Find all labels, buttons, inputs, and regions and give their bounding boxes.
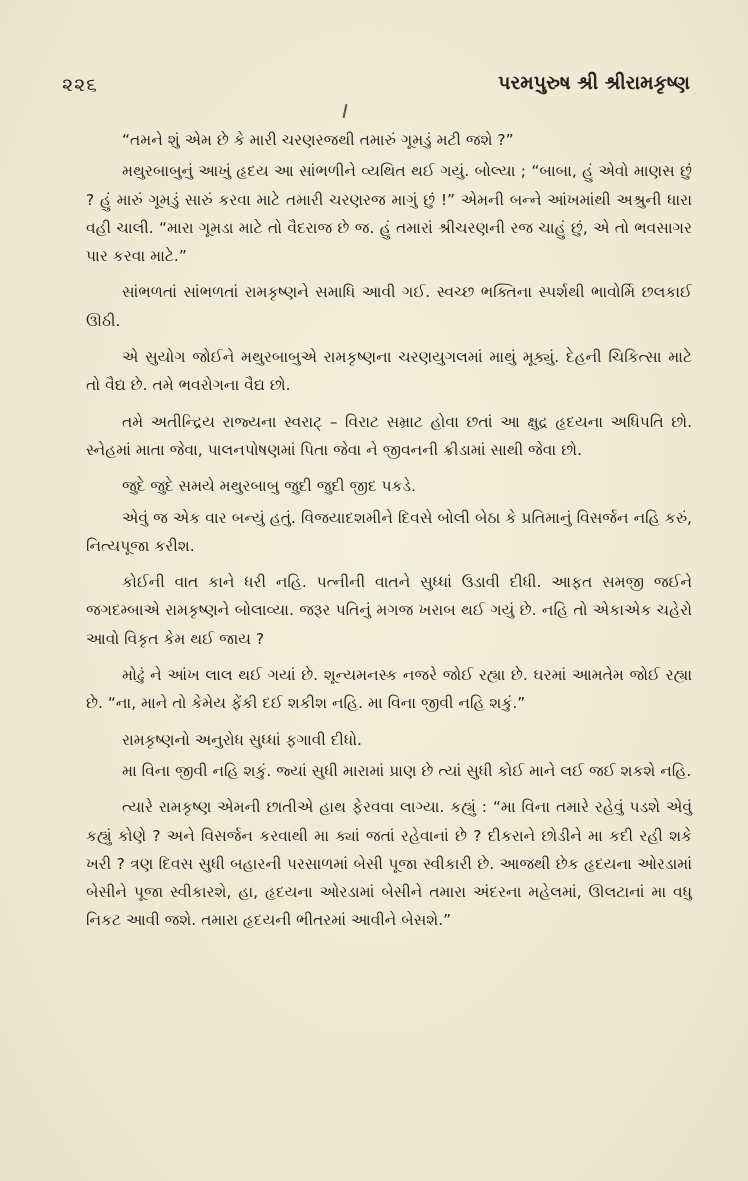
paragraph: રામકૃષ્ણનો અનુરોધ સુધ્ધાં ફગાવી દીધો.	[122, 730, 362, 749]
paragraph: મથુરબાબુનું આખું હૃદય આ સાંભળીને વ્યથિત થઈ ગયું. બોલ્યા ; “બાબા, હું એવો માણસ છું ? હું મારું ગૂમડું સારું કરવા માટે તમારી ચરણરજ માગું છું !” એમની બન્ને આંખમાંથી અશ્રુની ધારા વહી ચાલી. “મારા ગૂમડા માટે તો વૈદરાજ છે જ. હું તમારાં શ્રીચરણની રજ ચાહું છું, એ તો ભવસાગર પાર કરવા માટે.”	[86, 162, 692, 266]
page-number: ૨૨૬	[62, 74, 98, 96]
paragraph: “તમને શું એમ છે કે મારી ચરણરજથી તમારું ગૂમડું મટી જશે ?”	[122, 131, 514, 149]
paragraph: તમે અતીન્દ્રિય રાજ્યના સ્વરાટ્ – વિરાટ સમ્રાટ હોવા છતાં આ ક્ષુદ્ર હૃદયના અધિપતિ છો. સ્નેહમાં માતા જેવા, પાલનપોષણમાં પિતા જેવા ને જીવનની ક્રીડામાં સાથી જેવા છો.	[86, 412, 692, 459]
running-title: પરમપુરુષ શ્રી શ્રીરામકૃષ્ણ	[498, 72, 690, 94]
paragraph: જુદે જુદે સમયે મથુરબાબુ જુદી જુદી જીદ પકડે.	[122, 477, 416, 496]
paragraph: મા વિના જીવી નહિ શકું. જ્યાં સુધી મારામાં પ્રાણ છે ત્યાં સુધી કોઈ માને લઈ જઈ શકશે નહિ.	[122, 761, 692, 780]
stray-pen-mark	[343, 104, 348, 118]
paragraph: મોઢું ને આંખ લાલ થઈ ગયાં છે. શૂન્યમનસ્ક નજરે જોઈ રહ્યા છે. ઘરમાં આમતેમ જોઈ રહ્યા છે. “ના, માને તો કેમેય ફેંકી દઈ શકીશ નહિ. મા વિના જીવી નહિ શકું.”	[86, 666, 692, 713]
paragraph: એવું જ એક વાર બન્યું હતું. વિજયાદશમીને દિવસે બોલી બેઠા કે પ્રતિમાનું વિસર્જન નહિ કરું, નિત્યપૂજા કરીશ.	[86, 508, 692, 555]
paragraph: સાંભળતાં સાંભળતાં રામકૃષ્ણને સમાધિ આવી ગઈ. સ્વચ્છ ભક્તિના સ્પર્શથી ભાવોર્મિ છલકાઈ ઊઠી.	[86, 283, 692, 330]
paragraph: ત્યારે રામકૃષ્ણ એમની છાતીએ હાથ ફેરવવા લાગ્યા. કહ્યું : “મા વિના તમારે રહેવું પડશે એવું કહ્યું કોણે ? અને વિસર્જન કરવાથી મા ક્યાં જતાં રહેવાનાં છે ? દીકરાને છોડીને મા કદી રહી શકે ખરી ? ત્રણ દિવસ સુધી બહારની પરસાળમાં બેસી પૂજા સ્વીકારી છે. આજથી છેક હૃદયના ઓરડામાં બેસીને પૂજા સ્વીકારશે, હા, હૃદયના ઓરડામાં બેસીને તમારા અંદરના મહેલમાં, ઊલટાનાં મા વધુ નિકટ આવી જશે. તમારા હૃદયની ભીતરમાં આવીને બેસશે.”	[86, 798, 692, 930]
paragraph: કોઈની વાત કાને ધરી નહિ. પત્નીની વાતને સુધ્ધાં ઉડાવી દીધી. આફત સમજી જઈને જગદમ્બાએ રામકૃષ્ણને બોલાવ્યા. જરૂર પતિનું મગજ ખરાબ થઈ ગયું છે. નહિ તો એકાએક ચહેરો આવો વિકૃત કેમ થઈ જાય ?	[86, 573, 692, 648]
body-text	[86, 126, 692, 943]
paragraph: એ સુયોગ જોઈને મથુરબાબુએ રામકૃષ્ણના ચરણયુગલમાં માથું મૂક્યું. દેહની ચિકિત્સા માટે તો વૈદ્ય છે. તમે ભવરોગના વૈદ્ય છો.	[86, 348, 692, 395]
